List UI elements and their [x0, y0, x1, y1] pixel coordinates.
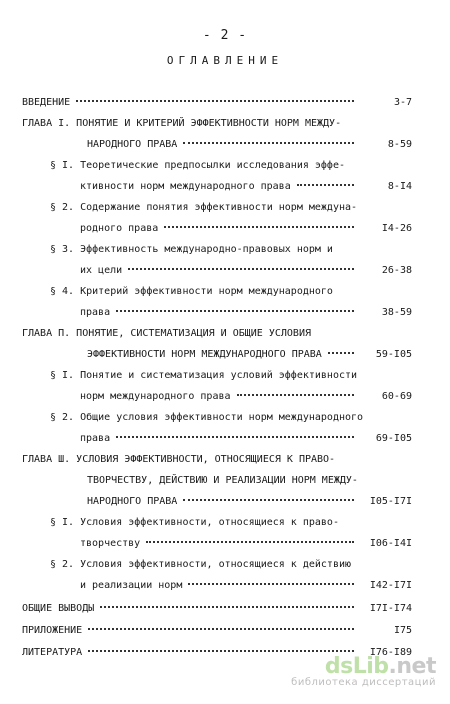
dot-leader [237, 393, 354, 396]
toc-entry-ch2-sec2-line2[interactable] [80, 430, 412, 448]
entry-label: 4. Критерий эффективности норм международного [62, 286, 333, 297]
entry-label: НАРОДНОГО ПРАВА [87, 139, 178, 150]
dot-leader [100, 605, 354, 608]
entry-label: ПРИЛОЖЕНИЕ [22, 625, 83, 636]
entry-label: родного права [80, 223, 159, 234]
toc-entry-ch1-sec2-line2[interactable] [80, 220, 412, 238]
dot-leader [164, 225, 354, 228]
section-symbol: § [50, 517, 57, 528]
dot-leader [128, 267, 354, 270]
toc-entry-chapter-3-line3[interactable] [87, 493, 412, 511]
page-number: - 2 - [202, 28, 248, 43]
entry-label: ГЛАВА Ш. УСЛОВИЯ ЭФФЕКТИВНОСТИ, ОТНОСЯЩИЕСЯ К ПРАВО- [22, 454, 336, 465]
section-symbol: § [50, 370, 57, 381]
toc-entry-chapter-1-line2[interactable] [87, 136, 412, 154]
entry-page: 8-I4 [387, 181, 412, 192]
entry-label: 2. Общие условия эффективности норм международного [62, 412, 364, 423]
entry-page: I7I-I74 [369, 603, 412, 614]
entry-label: норм международного права [80, 391, 231, 402]
entry-label: 2. Содержание понятия эффективности норм междуна- [62, 202, 358, 213]
dot-leader [76, 99, 354, 102]
toc-entry-appendix[interactable] [22, 622, 412, 640]
toc-entry-chapter-3-line1[interactable] [22, 451, 412, 469]
dot-leader [146, 540, 354, 543]
section-symbol: § [50, 202, 57, 213]
entry-label: ктивности норм международного права [80, 181, 291, 192]
entry-label: ГЛАВА I. ПОНЯТИЕ И КРИТЕРИЙ ЭФФЕКТИВНОСТИ НОРМ МЕЖДУ- [22, 118, 342, 129]
entry-label: и реализации норм [80, 580, 183, 591]
dot-leader [188, 582, 354, 585]
toc-entry-ch2-sec1-line1[interactable] [50, 367, 412, 385]
dot-leader [116, 309, 354, 312]
entry-page: I75 [393, 625, 412, 636]
entry-label: I. Понятие и систематизация условий эффективности [62, 370, 358, 381]
entry-label: их цели [80, 265, 123, 276]
section-symbol: § [50, 244, 57, 255]
entry-label: творчеству [80, 538, 141, 549]
entry-label: ЭФФЕКТИВНОСТИ НОРМ МЕЖДУНАРОДНОГО ПРАВА [87, 349, 322, 360]
entry-label: НАРОДНОГО ПРАВА [87, 496, 178, 507]
dot-leader [183, 141, 354, 144]
toc-entry-ch1-sec1-line2[interactable] [80, 178, 412, 196]
entry-page: I42-I7I [369, 580, 412, 591]
entry-label: ЛИТЕРАТУРА [22, 647, 83, 658]
toc-entry-ch3-sec2-line2[interactable] [80, 577, 412, 595]
toc-entry-ch1-sec3-line2[interactable] [80, 262, 412, 280]
toc-entry-chapter-3-line2[interactable] [87, 472, 412, 490]
entry-page: I05-I7I [369, 496, 412, 507]
entry-label: 3. Эффективность международно-правовых норм и [62, 244, 333, 255]
watermark-tagline: библиотека диссертаций [291, 677, 436, 688]
dot-leader [88, 649, 354, 652]
section-symbol: § [50, 412, 57, 423]
watermark-logo [291, 654, 436, 679]
dot-leader [183, 498, 354, 501]
section-symbol: § [50, 559, 57, 570]
toc-entry-ch1-sec1-line1[interactable] [50, 157, 412, 175]
entry-page: 59-I05 [375, 349, 412, 360]
toc-entry-ch1-sec3-line1[interactable] [50, 241, 412, 259]
dot-leader [88, 627, 354, 630]
toc-entry-ch3-sec1-line1[interactable] [50, 514, 412, 532]
watermark-brand: dsLib [324, 654, 389, 679]
entry-page: I4-26 [381, 223, 412, 234]
entry-label: права [80, 433, 111, 444]
entry-label: 2. Условия эффективности, относящиеся к действию [62, 559, 352, 570]
toc-entry-chapter-2-line2[interactable] [87, 346, 412, 364]
toc-entry-ch1-sec2-line1[interactable] [50, 199, 412, 217]
entry-page: 69-I05 [375, 433, 412, 444]
section-symbol: § [50, 286, 57, 297]
toc-entry-intro[interactable] [22, 94, 412, 112]
entry-label: ТВОРЧЕСТВУ, ДЕЙСТВИЮ И РЕАЛИЗАЦИИ НОРМ МЕЖДУ- [87, 475, 358, 486]
watermark [291, 654, 436, 688]
toc-entry-ch3-sec2-line1[interactable] [50, 556, 412, 574]
toc-entry-chapter-1-line1[interactable] [22, 115, 412, 133]
entry-page: 3-7 [393, 97, 412, 108]
watermark-domain: .net [388, 654, 436, 679]
dot-leader [297, 183, 354, 186]
toc-entry-ch2-sec1-line2[interactable] [80, 388, 412, 406]
entry-label: ВВЕДЕНИЕ [22, 97, 71, 108]
entry-label: права [80, 307, 111, 318]
entry-page: I76-I89 [369, 647, 412, 658]
entry-page: 60-69 [381, 391, 412, 402]
toc-entry-ch3-sec1-line2[interactable] [80, 535, 412, 553]
entry-label: I. Условия эффективности, относящиеся к право- [62, 517, 339, 528]
toc-entry-ch1-sec4-line1[interactable] [50, 283, 412, 301]
entry-page: 38-59 [381, 307, 412, 318]
entry-label: ГЛАВА П. ПОНЯТИЕ, СИСТЕМАТИЗАЦИЯ И ОБЩИЕ УСЛОВИЯ [22, 328, 311, 339]
toc-entry-ch2-sec2-line1[interactable] [50, 409, 412, 427]
toc-entry-chapter-2-line1[interactable] [22, 325, 412, 343]
dot-leader [328, 351, 354, 354]
toc-entry-ch1-sec4-line2[interactable] [80, 304, 412, 322]
entry-page: 8-59 [387, 139, 412, 150]
entry-page: I06-I4I [369, 538, 412, 549]
entry-page: 26-38 [381, 265, 412, 276]
dot-leader [116, 435, 354, 438]
entry-label: ОБЩИЕ ВЫВОДЫ [22, 603, 95, 614]
toc-title: ОГЛАВЛЕНИЕ [166, 54, 284, 67]
section-symbol: § [50, 160, 57, 171]
toc-entry-conclusions[interactable] [22, 600, 412, 618]
entry-label: I. Теоретические предпосылки исследования эффе- [62, 160, 345, 171]
